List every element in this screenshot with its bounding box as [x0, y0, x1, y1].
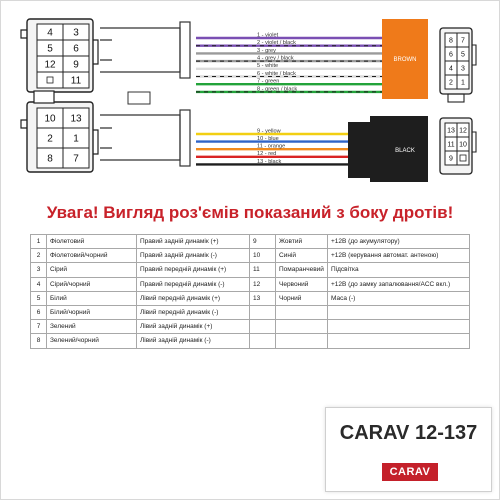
wire-label: 13 - black	[257, 158, 282, 165]
pin-number: 4	[47, 27, 53, 39]
pin-number: 2	[47, 133, 53, 145]
wire-label: 4 - grey / black	[257, 55, 294, 62]
left-connector	[21, 19, 98, 172]
function-cell: Правий передній динамік (+)	[137, 263, 250, 277]
model-card	[325, 407, 492, 492]
pin-number-cell	[250, 305, 276, 319]
pin-number: 13	[70, 113, 82, 125]
pin-number: 6	[449, 51, 453, 59]
pin-number-cell: 12	[250, 277, 276, 291]
function-cell: Правий передній динамік (-)	[137, 277, 250, 291]
wire-color-cell: Помаранчевий	[276, 263, 328, 277]
table-row	[31, 249, 470, 263]
function-cell	[328, 334, 470, 348]
table-row	[31, 235, 470, 249]
brown-label: BROWN	[393, 57, 417, 63]
wire-label: 2 - violet / black	[257, 40, 296, 47]
pin-number: 7	[73, 153, 79, 165]
wire-color-cell	[276, 305, 328, 319]
wire-label: 1 - violet	[257, 32, 279, 39]
pin-number: 11	[447, 141, 455, 149]
wire-color-cell: Сірий/чорний	[47, 277, 137, 291]
black-connector	[348, 116, 476, 182]
function-cell: +12В (керування автомат. антеною)	[328, 249, 470, 263]
pin-number: 13	[447, 127, 455, 135]
middle-housings	[100, 22, 190, 166]
function-cell: Лівий задній динамік (-)	[137, 334, 250, 348]
brown-connector	[382, 19, 476, 102]
wire-label: 9 - yellow	[257, 128, 281, 135]
wire-color-cell: Сірий	[47, 263, 137, 277]
pin-number: 4	[449, 65, 453, 73]
table-row	[31, 305, 470, 319]
wire-label: 3 - grey	[257, 47, 276, 54]
pin-number: 11	[70, 75, 82, 87]
function-cell: Лівий передній динамік (+)	[137, 291, 250, 305]
table-row	[31, 263, 470, 277]
table-row	[31, 334, 470, 348]
connector-cell	[37, 72, 63, 88]
wire-color-cell: Білий	[47, 291, 137, 305]
function-cell: +12В (до замку запалювання/ACC вкл.)	[328, 277, 470, 291]
pin-number: 9	[449, 155, 453, 163]
wire-color-cell	[276, 320, 328, 334]
wire-label: 5 - white	[257, 63, 279, 70]
wire-label: 12 - red	[257, 151, 277, 158]
brand-logo: CARAV	[382, 463, 438, 481]
pin-number: 2	[449, 79, 453, 87]
black-label: BLACK	[395, 148, 415, 154]
wire-label: 10 - blue	[257, 136, 279, 142]
pin-number: 7	[461, 37, 465, 45]
warning-text: Увага! Вигляд роз'ємів показаний з боку дротів!	[46, 203, 454, 222]
pin-number: 10	[459, 141, 467, 149]
wiring-diagram	[0, 0, 500, 200]
function-cell	[328, 320, 470, 334]
function-cell: Підсвітка	[328, 263, 470, 277]
pin-number-cell: 3	[31, 263, 47, 277]
wires-top	[196, 32, 382, 92]
function-cell	[328, 305, 470, 319]
pin-number-cell	[250, 334, 276, 348]
pin-number: 8	[47, 153, 53, 165]
pin-number-cell: 2	[31, 249, 47, 263]
pin-number-cell: 13	[250, 291, 276, 305]
wire-color-cell: Зелений/чорний	[47, 334, 137, 348]
pin-number: 8	[449, 37, 453, 45]
pin-number: 12	[459, 127, 467, 135]
function-cell: Правий задній динамік (+)	[137, 235, 250, 249]
wire-color-cell: Червоний	[276, 277, 328, 291]
pin-number: 3	[73, 27, 79, 39]
pin-number: 1	[461, 79, 465, 87]
wire-color-cell: Фіолетовий/чорний	[47, 249, 137, 263]
model-title: CARAV 12-137	[339, 422, 478, 444]
pin-number-cell: 8	[31, 334, 47, 348]
pin-number: 3	[461, 65, 465, 73]
connector-cell	[457, 151, 469, 165]
function-cell: Правий задній динамік (-)	[137, 249, 250, 263]
pin-number-cell: 7	[31, 320, 47, 334]
pin-number: 10	[44, 113, 56, 125]
table-row	[31, 291, 470, 305]
table-row	[31, 277, 470, 291]
pin-number-cell: 9	[250, 235, 276, 249]
wire-color-cell: Чорний	[276, 291, 328, 305]
wire-color-cell: Синій	[276, 249, 328, 263]
function-cell: +12В (до акумулятору)	[328, 235, 470, 249]
wire-label: 8 - green / black	[257, 86, 298, 93]
function-cell: Маса (-)	[328, 291, 470, 305]
pin-number: 9	[73, 59, 79, 71]
pin-number: 5	[47, 43, 53, 55]
pin-number: 5	[461, 51, 465, 59]
wire-color-cell: Жовтий	[276, 235, 328, 249]
wire-label: 7 - green	[257, 78, 280, 85]
wire-color-cell	[276, 334, 328, 348]
pin-number-cell: 1	[31, 235, 47, 249]
function-cell: Лівий передній динамік (-)	[137, 305, 250, 319]
wire-color-cell: Білий/чорний	[47, 305, 137, 319]
table-row	[31, 320, 470, 334]
pin-table	[30, 234, 470, 349]
wire-color-cell: Фіолетовий	[47, 235, 137, 249]
function-cell: Лівий задній динамік (+)	[137, 320, 250, 334]
pin-number-cell: 10	[250, 249, 276, 263]
pin-number: 1	[73, 133, 79, 145]
pin-number-cell: 11	[250, 263, 276, 277]
wire-label: 11 - orange	[257, 143, 286, 150]
pin-number: 12	[44, 59, 56, 71]
pin-number-cell: 4	[31, 277, 47, 291]
pin-number: 6	[73, 43, 79, 55]
wire-color-cell: Зелений	[47, 320, 137, 334]
pin-number-cell	[250, 320, 276, 334]
pin-number-cell: 5	[31, 291, 47, 305]
pin-number-cell: 6	[31, 305, 47, 319]
wire-label: 6 - white / black	[257, 70, 296, 77]
